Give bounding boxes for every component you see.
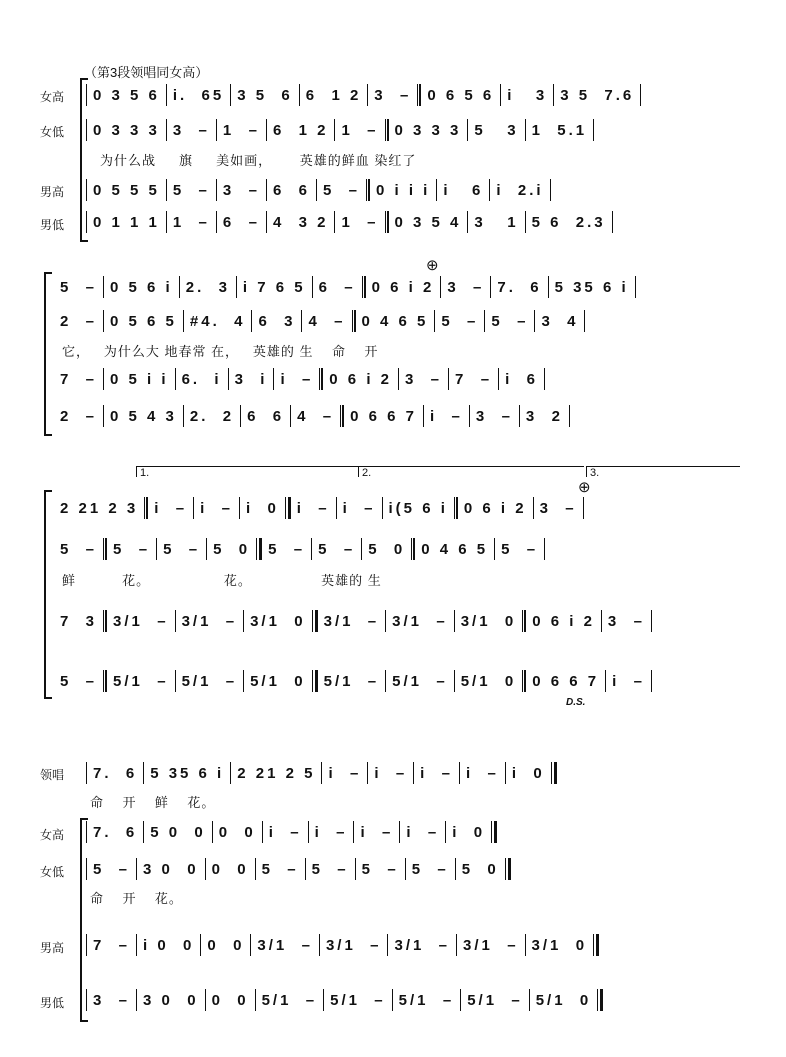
measure: 2 21 2 3: [60, 499, 139, 517]
measure: 5 –: [441, 312, 479, 330]
measure: 3/1 –: [394, 936, 451, 954]
measure: 5 –: [60, 672, 98, 690]
measure: 7 –: [60, 370, 98, 388]
voice-label-tenor: 男高: [40, 941, 65, 955]
measure: 5/1 0: [535, 991, 592, 1009]
measure: 0 6 i 2: [463, 499, 527, 517]
measure: i 0: [452, 823, 486, 841]
measure: 5 –: [163, 540, 201, 558]
measure: 0 5 5 5: [93, 181, 160, 199]
measure: i 0: [245, 499, 279, 517]
measure: 4 –: [308, 312, 346, 330]
lyrics-line: 鲜 花。 花。 英雄的 生: [62, 573, 382, 588]
measure: 3 0 0: [143, 860, 199, 878]
measure: 3/1 –: [325, 936, 382, 954]
staff-tenor: [86, 933, 599, 957]
measure: 3/1 –: [463, 936, 519, 954]
measure: 2 21 2 5: [237, 764, 316, 782]
measure: 5 –: [60, 278, 98, 296]
measure: i 6: [443, 181, 484, 199]
measure: 5 –: [172, 181, 210, 199]
measure: 3 –: [607, 612, 645, 630]
measure: 3/1 –: [113, 612, 169, 630]
measure: #4. 4: [189, 312, 246, 330]
measure: 5 –: [60, 540, 98, 558]
measure: 5/1 0: [250, 672, 306, 690]
measure: 6 –: [318, 278, 356, 296]
measure: i –: [466, 764, 499, 782]
measure: 5/1 –: [392, 672, 448, 690]
measure: 5 –: [491, 312, 529, 330]
measure: 5 –: [411, 860, 449, 878]
measure: 3 –: [93, 991, 131, 1009]
lyrics-line: 为什么战 旗 美如画， 英雄的鲜血 染红了: [100, 153, 417, 168]
lyrics-line: 它， 为什么大 地春常 在， 英雄的 生 命 开: [62, 344, 379, 359]
measure: 7 3: [60, 612, 98, 630]
measure: 3 –: [172, 121, 210, 139]
measure: 0 i i i: [376, 181, 431, 199]
measure: 3 1: [474, 213, 519, 231]
staff-soprano: [54, 496, 584, 520]
measure: i 3: [507, 86, 548, 104]
staff-tenor: [54, 609, 652, 633]
measure: 6 6: [247, 407, 285, 425]
lyrics-line: 命 开 花。: [90, 891, 183, 906]
voice-label-soprano: 女高: [40, 90, 65, 104]
staff-soprano: [86, 83, 641, 107]
measure: 5 –: [113, 540, 151, 558]
measure: 3 –: [447, 278, 485, 296]
measure: 3 2: [525, 407, 563, 425]
measure: 5/1 –: [113, 672, 169, 690]
measure: 5 –: [318, 540, 356, 558]
measure: 0 5 6 5: [110, 312, 177, 330]
measure: 5 0: [461, 860, 499, 878]
measure: 3 0 0: [143, 991, 199, 1009]
measure: 0 3 5 4: [394, 213, 462, 231]
measure: 6 –: [222, 213, 260, 231]
voice-label-soprano: 女高: [40, 828, 65, 842]
measure: 2. 3: [185, 278, 230, 296]
measure: 0 6 6 7: [350, 407, 418, 425]
measure: 6. i: [181, 370, 222, 388]
measure: 5/1 –: [181, 672, 238, 690]
measure: 5 0 0: [150, 823, 206, 841]
measure: i –: [360, 823, 394, 841]
measure: i –: [374, 764, 408, 782]
measure: 3 5 7.6: [560, 86, 635, 104]
staff-lead: [86, 761, 557, 785]
measure: 5/1 –: [330, 991, 386, 1009]
measure: 0 3 3 3: [394, 121, 462, 139]
staff-tenor: [54, 367, 545, 391]
measure: 7. 6: [497, 278, 542, 296]
staff-bass: [54, 404, 570, 428]
measure: i(5 6 i: [388, 499, 448, 517]
measure: 0 6 i 2: [371, 278, 435, 296]
measure: 0 6 i 2: [329, 370, 392, 388]
measure: 3 –: [539, 499, 577, 517]
measure: 0 1 1 1: [93, 213, 160, 231]
measure: 0 4 6 5: [361, 312, 429, 330]
dal-segno-marking: D.S.: [566, 697, 586, 708]
staff-alto: [54, 309, 585, 333]
measure: 7. 6: [93, 823, 138, 841]
measure: 7 –: [93, 936, 131, 954]
measure: 5 35 6 i: [554, 278, 629, 296]
measure: 3 –: [222, 181, 260, 199]
measure: 3 4: [541, 312, 579, 330]
measure: i –: [154, 499, 188, 517]
segno-icon: ⊕: [578, 479, 591, 496]
measure: 0 6 6 7: [532, 672, 600, 690]
measure: i –: [612, 672, 645, 690]
measure: i 0: [511, 764, 545, 782]
measure: 5 0: [368, 540, 406, 558]
measure: 5 –: [361, 860, 399, 878]
measure: 0 0: [211, 991, 249, 1009]
measure: 5 0: [213, 540, 251, 558]
measure: 0 6 5 6: [427, 86, 495, 104]
measure: 5 –: [268, 540, 306, 558]
measure: i 2.i: [496, 181, 544, 199]
measure: 3 –: [374, 86, 412, 104]
voice-label-alto: 女低: [40, 865, 65, 879]
measure: 0 3 5 6: [93, 86, 160, 104]
volta-3: 3.: [586, 466, 740, 477]
measure: 3/1 –: [181, 612, 238, 630]
measure: 5/1 –: [323, 672, 380, 690]
measure: 7. 6: [93, 764, 138, 782]
staff-soprano: [54, 275, 636, 299]
system-bracket: [44, 272, 52, 436]
measure: 0 5 4 3: [110, 407, 177, 425]
measure: 3 –: [405, 370, 443, 388]
measure: 0 3 3 3: [93, 121, 160, 139]
measure: 7 –: [455, 370, 493, 388]
measure: 5/1 0: [460, 672, 517, 690]
measure: 5 35 6 i: [150, 764, 225, 782]
measure: 1 –: [341, 121, 379, 139]
measure: i 6: [505, 370, 538, 388]
staff-bass: [54, 669, 652, 693]
measure: 6 3: [258, 312, 296, 330]
measure: 5 3: [474, 121, 519, 139]
measure: i –: [314, 823, 348, 841]
measure: 5 –: [261, 860, 299, 878]
measure: 4 –: [297, 407, 335, 425]
voice-label-tenor: 男高: [40, 185, 65, 199]
measure: i –: [430, 407, 463, 425]
measure: 2 –: [60, 312, 98, 330]
measure: i –: [200, 499, 233, 517]
measure: 6 6: [272, 181, 310, 199]
measure: i 7 6 5: [242, 278, 306, 296]
measure: 1 –: [222, 121, 260, 139]
segno-icon: ⊕: [426, 257, 439, 274]
measure: 0 0: [207, 936, 245, 954]
measure: i –: [406, 823, 440, 841]
measure: 5 –: [93, 860, 131, 878]
measure: i –: [420, 764, 454, 782]
measure: 3 –: [475, 407, 513, 425]
measure: 5 6 2.3: [531, 213, 606, 231]
measure: 0 5 6 i: [110, 278, 173, 296]
measure: 0 5 i i: [110, 370, 169, 388]
measure: i –: [268, 823, 302, 841]
staff-bass: [86, 210, 613, 234]
voice-label-lead: 领唱: [40, 768, 65, 782]
measure: 1 –: [341, 213, 379, 231]
measure: i 0 0: [143, 936, 195, 954]
measure: 5 –: [322, 181, 360, 199]
staff-tenor: [86, 178, 551, 202]
system-bracket: [44, 490, 52, 699]
measure: 3/1 –: [392, 612, 448, 630]
measure: 3 i: [234, 370, 268, 388]
measure: 2. 2: [189, 407, 235, 425]
measure: 3 5 6: [237, 86, 293, 104]
measure: 1 –: [172, 213, 210, 231]
volta-2: 2.: [358, 466, 584, 477]
measure: 0 0: [211, 860, 249, 878]
measure: i. 65: [172, 86, 225, 104]
measure: i –: [328, 764, 362, 782]
measure: i –: [296, 499, 330, 517]
measure: 0 4 6 5: [421, 540, 489, 558]
measure: 5 –: [311, 860, 349, 878]
voice-label-alto: 女低: [40, 125, 65, 139]
measure: i –: [342, 499, 376, 517]
measure: 4 3 2: [272, 213, 329, 231]
measure: 1 5.1: [531, 121, 588, 139]
measure: i –: [280, 370, 314, 388]
measure: 5/1 –: [261, 991, 318, 1009]
measure: 6 1 2: [305, 86, 362, 104]
measure: 3/1 –: [257, 936, 313, 954]
measure: 3/1 0: [531, 936, 588, 954]
measure: 6 1 2: [272, 121, 329, 139]
staff-soprano: [86, 820, 497, 844]
measure: 2 –: [60, 407, 98, 425]
voice-label-bass: 男低: [40, 218, 65, 232]
staff-bass: [86, 988, 603, 1012]
measure: 3/1 0: [460, 612, 517, 630]
voice-label-bass: 男低: [40, 996, 65, 1010]
measure: 3/1 0: [250, 612, 306, 630]
volta-1: 1.: [136, 466, 358, 477]
measure: 5/1 –: [398, 991, 455, 1009]
lead-lyrics-line: 命 开 鲜 花。: [90, 795, 216, 810]
measure: 5 –: [501, 540, 539, 558]
measure: 5/1 –: [467, 991, 523, 1009]
staff-alto: [86, 857, 511, 881]
performance-note: （第3段领唱同女高）: [84, 65, 209, 80]
measure: 0 6 i 2: [532, 612, 595, 630]
staff-alto: [86, 118, 594, 142]
staff-alto: [54, 537, 545, 561]
measure: 3/1 –: [323, 612, 380, 630]
measure: 0 0: [218, 823, 256, 841]
